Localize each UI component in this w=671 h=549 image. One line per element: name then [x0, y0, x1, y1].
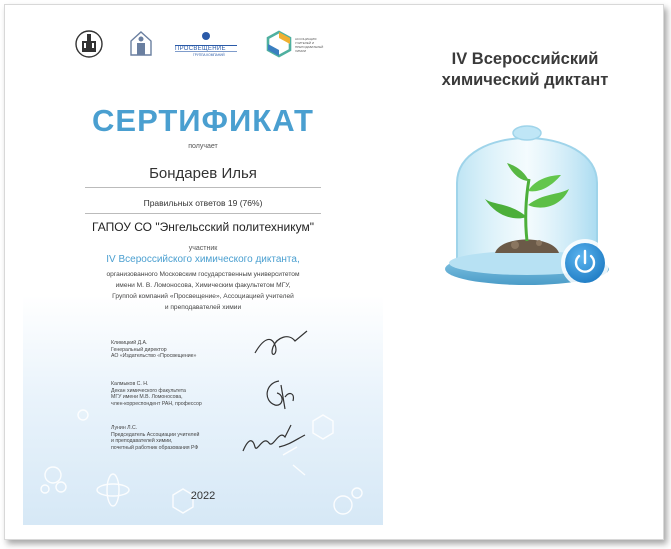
signatory-title: Генеральный директор	[111, 346, 167, 353]
correct-answers: Правильных ответов 19 (76%)	[143, 198, 263, 208]
school-name: ГАПОУ СО "Энгельсский политехникум"	[92, 220, 314, 234]
event-logo-panel	[397, 35, 653, 325]
msu-logo-icon	[75, 29, 103, 59]
logo-row	[75, 29, 335, 69]
organizers-line: и преподавателей химии	[164, 304, 242, 311]
signatory-1	[111, 340, 196, 360]
organizers-line: организованного Московским государственным университетом	[106, 271, 300, 278]
prosveshchenie-logo-text: ПРОСВЕЩЕНИЕ	[175, 46, 226, 52]
event-heading	[397, 49, 653, 91]
signatory-name: Калмыков С. Н.	[111, 381, 149, 387]
signatory-title: почетный работник образования РФ	[111, 444, 199, 451]
signatory-title: Председатель Ассоциации учителей	[111, 431, 200, 438]
event-name: IV Всероссийского химического диктанта,	[106, 254, 300, 265]
divider	[85, 187, 321, 188]
prosveshchenie-logo-subtext: ГРУППА КОМПАНИЙ	[193, 53, 225, 57]
association-logo-icon	[265, 29, 293, 59]
document-frame	[4, 4, 664, 540]
organizers-line: имени М. В. Ломоносова, Химическим факультетом МГУ,	[115, 282, 291, 289]
event-heading-line: химический диктант	[441, 71, 609, 89]
signatory-title: АО «Издательство «Просвещение»	[111, 353, 197, 360]
participant-label: участник	[188, 245, 218, 252]
certificate-year: 2022	[190, 490, 216, 502]
glass-dome-plant-icon	[427, 113, 627, 313]
signatory-name: Кликицкий Д.А.	[111, 340, 148, 346]
signatory-name: Лунин Л.С.	[111, 425, 138, 431]
chemistry-doodles-icon	[23, 395, 383, 525]
event-heading-line: IV Всероссийский	[451, 50, 599, 68]
signatory-title: МГУ имени М.В. Ломоносова,	[111, 394, 183, 401]
signatory-title: и преподавателей химии,	[111, 438, 173, 445]
certificate	[23, 15, 383, 525]
divider	[85, 213, 321, 214]
signatory-title: Декан химического факультета	[111, 387, 186, 394]
recipient-name: Бондарев Илья	[149, 165, 257, 182]
association-logo-text: АССОЦИАЦИЯ УЧИТЕЛЕЙ И ПРЕПОДАВАТЕЛЕЙ ХИМИИ	[295, 37, 324, 53]
organizers-line: Группой компаний «Просвещение», Ассоциацией учителей	[112, 293, 294, 300]
receives-label: получает	[188, 143, 218, 150]
chemistry-faculty-logo-icon	[127, 29, 155, 59]
organizers-text	[73, 269, 333, 313]
signature-1-icon	[251, 327, 311, 363]
signatory-title: член-корреспондент РАН, профессор	[111, 400, 202, 407]
certificate-title: СЕРТИФИКАТ	[92, 103, 314, 138]
